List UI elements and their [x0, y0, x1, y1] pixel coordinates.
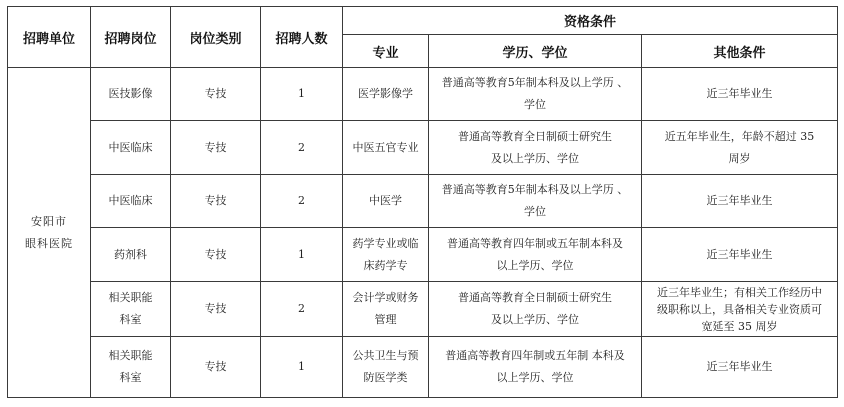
cell-other: 近三年毕业生；有相关工作经历中 级职称以上，具备相关专业资质可 宽延至 35 周岁: [657, 285, 822, 333]
unit-name-cell: 安阳市 眼科医院: [25, 214, 73, 250]
cell-education: 普通高等教育5年制本科及以上学历 、 学位: [441, 76, 629, 111]
header-qualifications: 资格条件: [563, 15, 616, 30]
cell-count: 2: [298, 194, 305, 207]
cell-category: 专技: [204, 360, 227, 373]
cell-count: 2: [298, 140, 305, 154]
cell-count: 1: [298, 247, 305, 261]
header-position: 招聘岗位: [104, 31, 157, 47]
cell-major: 公共卫生与预 防医学类: [352, 349, 419, 384]
cell-major: 会计学或财务 管理: [352, 291, 419, 326]
cell-other: 近三年毕业生: [706, 247, 773, 261]
header-other: 其他条件: [713, 45, 766, 61]
cell-position: 中医临床: [108, 140, 153, 154]
cell-position: 医技影像: [108, 87, 153, 100]
cell-category: 专技: [204, 140, 227, 154]
cell-category: 专技: [204, 302, 227, 315]
cell-major: 医学影像学: [358, 87, 413, 100]
cell-education: 普通高等教育全日制硕士研究生 及以上学历、学位: [458, 129, 612, 165]
header-education: 学历、学位: [502, 45, 568, 61]
cell-other: 近三年毕业生: [706, 360, 773, 373]
cell-education: 普通高等教育全日制硕士研究生 及以上学历、学位: [458, 291, 612, 326]
cell-count: 1: [298, 87, 305, 100]
cell-major: 中医五官专业: [352, 140, 419, 154]
cell-education: 普通高等教育四年制或五年制本科及 以上学历、学位: [447, 236, 623, 272]
cell-position: 中医临床: [108, 194, 153, 207]
cell-other: 近五年毕业生，年龄不超过 35 周岁: [664, 129, 815, 165]
header-major: 专业: [372, 45, 399, 61]
cell-position: 药剂科: [114, 247, 147, 261]
cell-category: 专技: [204, 247, 227, 261]
cell-count: 2: [298, 302, 305, 315]
cell-education: 普通高等教育四年制或五年制 本科及 以上学历、学位: [445, 349, 625, 384]
header-count: 招聘人数: [275, 31, 328, 47]
cell-major: 中医学: [369, 194, 402, 207]
cell-other: 近三年毕业生: [706, 194, 773, 207]
cell-position: 相关职能 科室: [108, 349, 153, 384]
cell-count: 1: [298, 360, 305, 373]
cell-other: 近三年毕业生: [706, 87, 773, 100]
table-border-bottom: [7, 397, 838, 398]
header-unit: 招聘单位: [22, 31, 75, 47]
cell-position: 相关职能 科室: [108, 291, 153, 326]
cell-major: 药学专业或临 床药学专: [352, 236, 419, 272]
cell-category: 专技: [204, 194, 227, 207]
header-category: 岗位类别: [189, 31, 242, 47]
table-border-right: [837, 6, 838, 398]
cell-education: 普通高等教育5年制本科及以上学历 、 学位: [441, 183, 629, 218]
cell-category: 专技: [204, 87, 227, 100]
